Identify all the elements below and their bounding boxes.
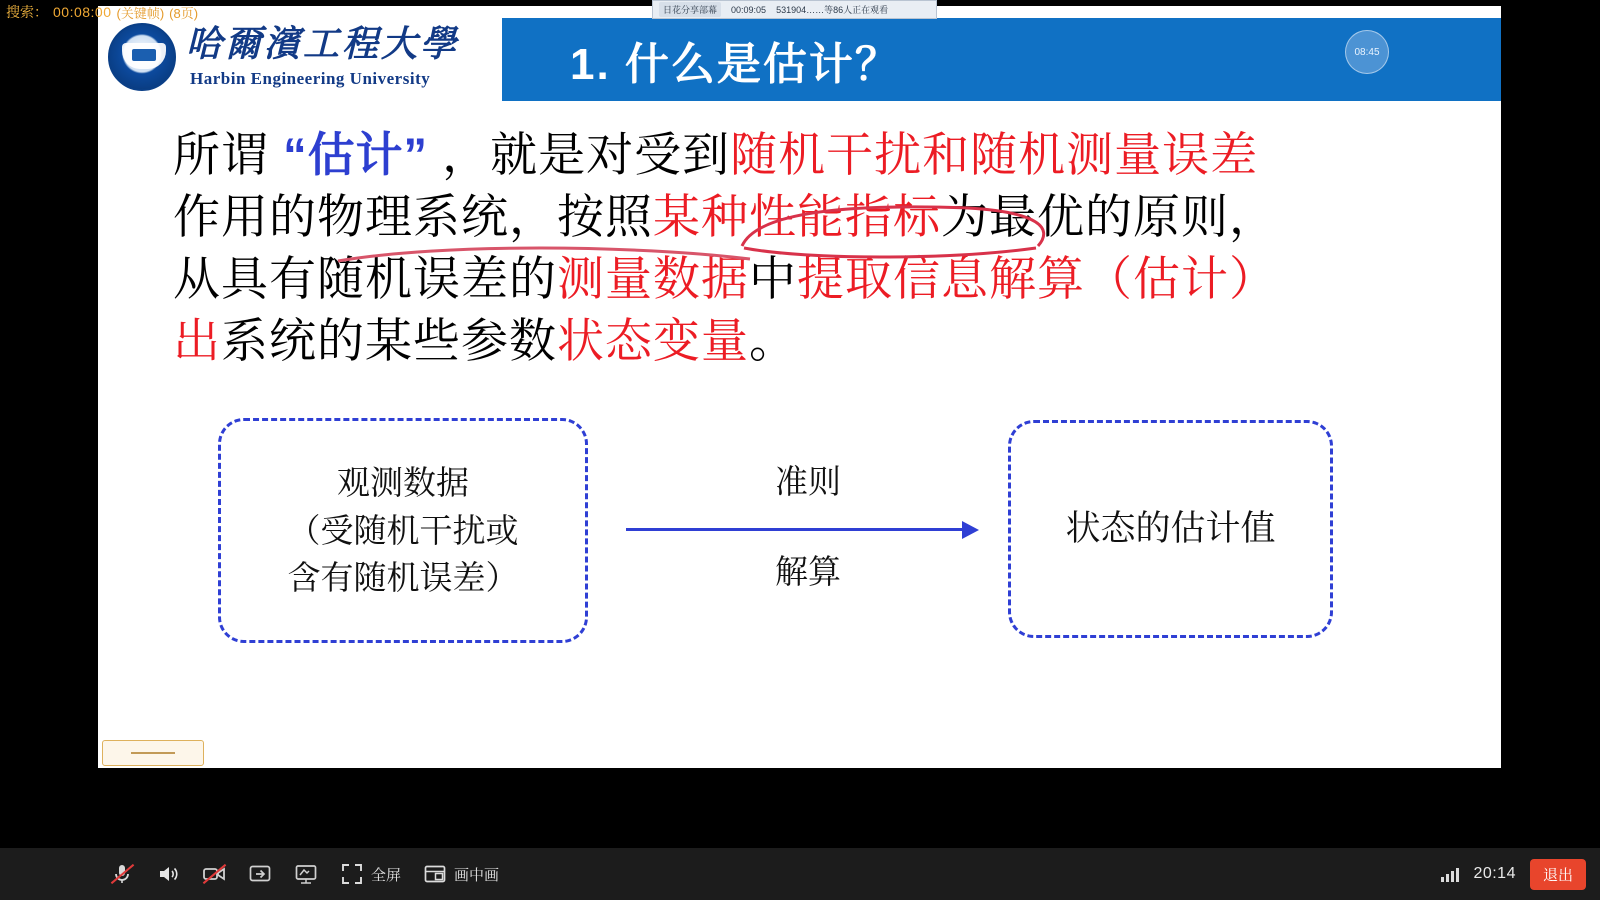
slide-page-control[interactable] bbox=[102, 740, 204, 766]
signal-strength-icon bbox=[1441, 866, 1459, 882]
left-box-line2: （受随机干扰或 bbox=[287, 511, 519, 549]
share-status-tag: 日花分享部幕 bbox=[659, 2, 721, 17]
keyframe-hint: (关键帧) bbox=[116, 5, 165, 21]
viewer-count-text: 531904……等86人正在观看 bbox=[776, 5, 889, 15]
university-crest-icon bbox=[108, 23, 176, 91]
para-red2: 某种性能指标 bbox=[653, 190, 941, 244]
slide-paragraph bbox=[173, 124, 1493, 372]
toolbar-left-group bbox=[0, 862, 499, 886]
para-seg4: ，按照 bbox=[509, 190, 653, 244]
left-box-line3: 含有随机误差） bbox=[287, 559, 519, 597]
speaker-icon bbox=[156, 862, 180, 886]
whiteboard-icon bbox=[294, 862, 318, 886]
search-label: 搜索： bbox=[6, 4, 48, 20]
para-seg7: 中 bbox=[749, 252, 797, 306]
viewer-info-strip bbox=[652, 0, 937, 19]
exit-button[interactable]: 退出 bbox=[1530, 859, 1586, 890]
page-count: (8页) bbox=[169, 5, 199, 21]
para-seg3: 作用的物理系统 bbox=[173, 190, 509, 244]
picture-in-picture-icon bbox=[423, 862, 447, 886]
toolbar-right-group bbox=[1441, 859, 1600, 890]
pip-label: 画中画 bbox=[454, 866, 500, 884]
speaker-button[interactable] bbox=[156, 862, 180, 886]
camera-button[interactable] bbox=[202, 862, 226, 886]
arrow-label-bottom: 解算 bbox=[775, 553, 841, 590]
pip-button[interactable] bbox=[423, 862, 499, 886]
share-screen-icon bbox=[248, 862, 272, 886]
clock-label: 20:14 bbox=[1473, 865, 1516, 882]
diagram-left-box bbox=[218, 418, 588, 643]
para-red1: 随机干扰和随机测量误差 bbox=[730, 128, 1259, 181]
presentation-slide bbox=[98, 6, 1501, 768]
para-seg2: ，就是对受到 bbox=[442, 128, 731, 181]
microphone-muted-icon bbox=[110, 862, 134, 886]
university-logo-area bbox=[108, 14, 493, 100]
search-overlay bbox=[6, 2, 198, 22]
slide-title: 1. 什么是估计？ bbox=[570, 39, 901, 89]
university-name-cn: 哈爾濱工程大學 bbox=[186, 23, 460, 66]
search-timestamp[interactable]: 00:08:00 bbox=[53, 4, 112, 20]
para-seg6: 从具有随机误差的 bbox=[173, 252, 557, 306]
share-elapsed-time: 00:09:05 bbox=[731, 4, 767, 15]
fullscreen-button[interactable] bbox=[340, 862, 401, 886]
para-red6: 状态变量 bbox=[557, 314, 749, 368]
university-name-en: Harbin Engineering University bbox=[190, 68, 431, 88]
fullscreen-icon bbox=[340, 862, 364, 886]
para-quoted-term: “估计” bbox=[283, 128, 429, 181]
mic-button[interactable] bbox=[110, 862, 134, 886]
arrow-head-icon bbox=[962, 521, 979, 539]
watermark-badge: 08:45 bbox=[1345, 30, 1389, 74]
diagram-arrow-group bbox=[618, 456, 998, 606]
whiteboard-button[interactable] bbox=[294, 862, 318, 886]
fullscreen-label: 全屏 bbox=[371, 866, 402, 884]
right-box-text: 状态的估计值 bbox=[1065, 508, 1276, 548]
bottom-toolbar bbox=[0, 848, 1600, 900]
left-box-line1: 观测数据 bbox=[337, 463, 469, 501]
para-red4: 提取信息解算（估计） bbox=[797, 252, 1277, 306]
arrow-line bbox=[626, 528, 966, 531]
para-seg9: 。 bbox=[749, 314, 797, 368]
diagram-right-box bbox=[1008, 420, 1333, 638]
camera-muted-icon bbox=[202, 862, 226, 886]
para-red3: 测量数据 bbox=[557, 252, 749, 306]
para-seg5: 为最优的原则， bbox=[941, 190, 1277, 244]
slide-header bbox=[98, 6, 1501, 106]
para-seg8: 系统的某些参数 bbox=[221, 314, 557, 368]
para-red5: 出 bbox=[173, 314, 221, 368]
estimation-flow-diagram bbox=[218, 406, 1398, 666]
arrow-label-top: 准则 bbox=[775, 463, 841, 500]
share-screen-button[interactable] bbox=[248, 862, 272, 886]
para-seg1: 所谓 bbox=[173, 128, 269, 181]
university-names bbox=[186, 25, 459, 89]
